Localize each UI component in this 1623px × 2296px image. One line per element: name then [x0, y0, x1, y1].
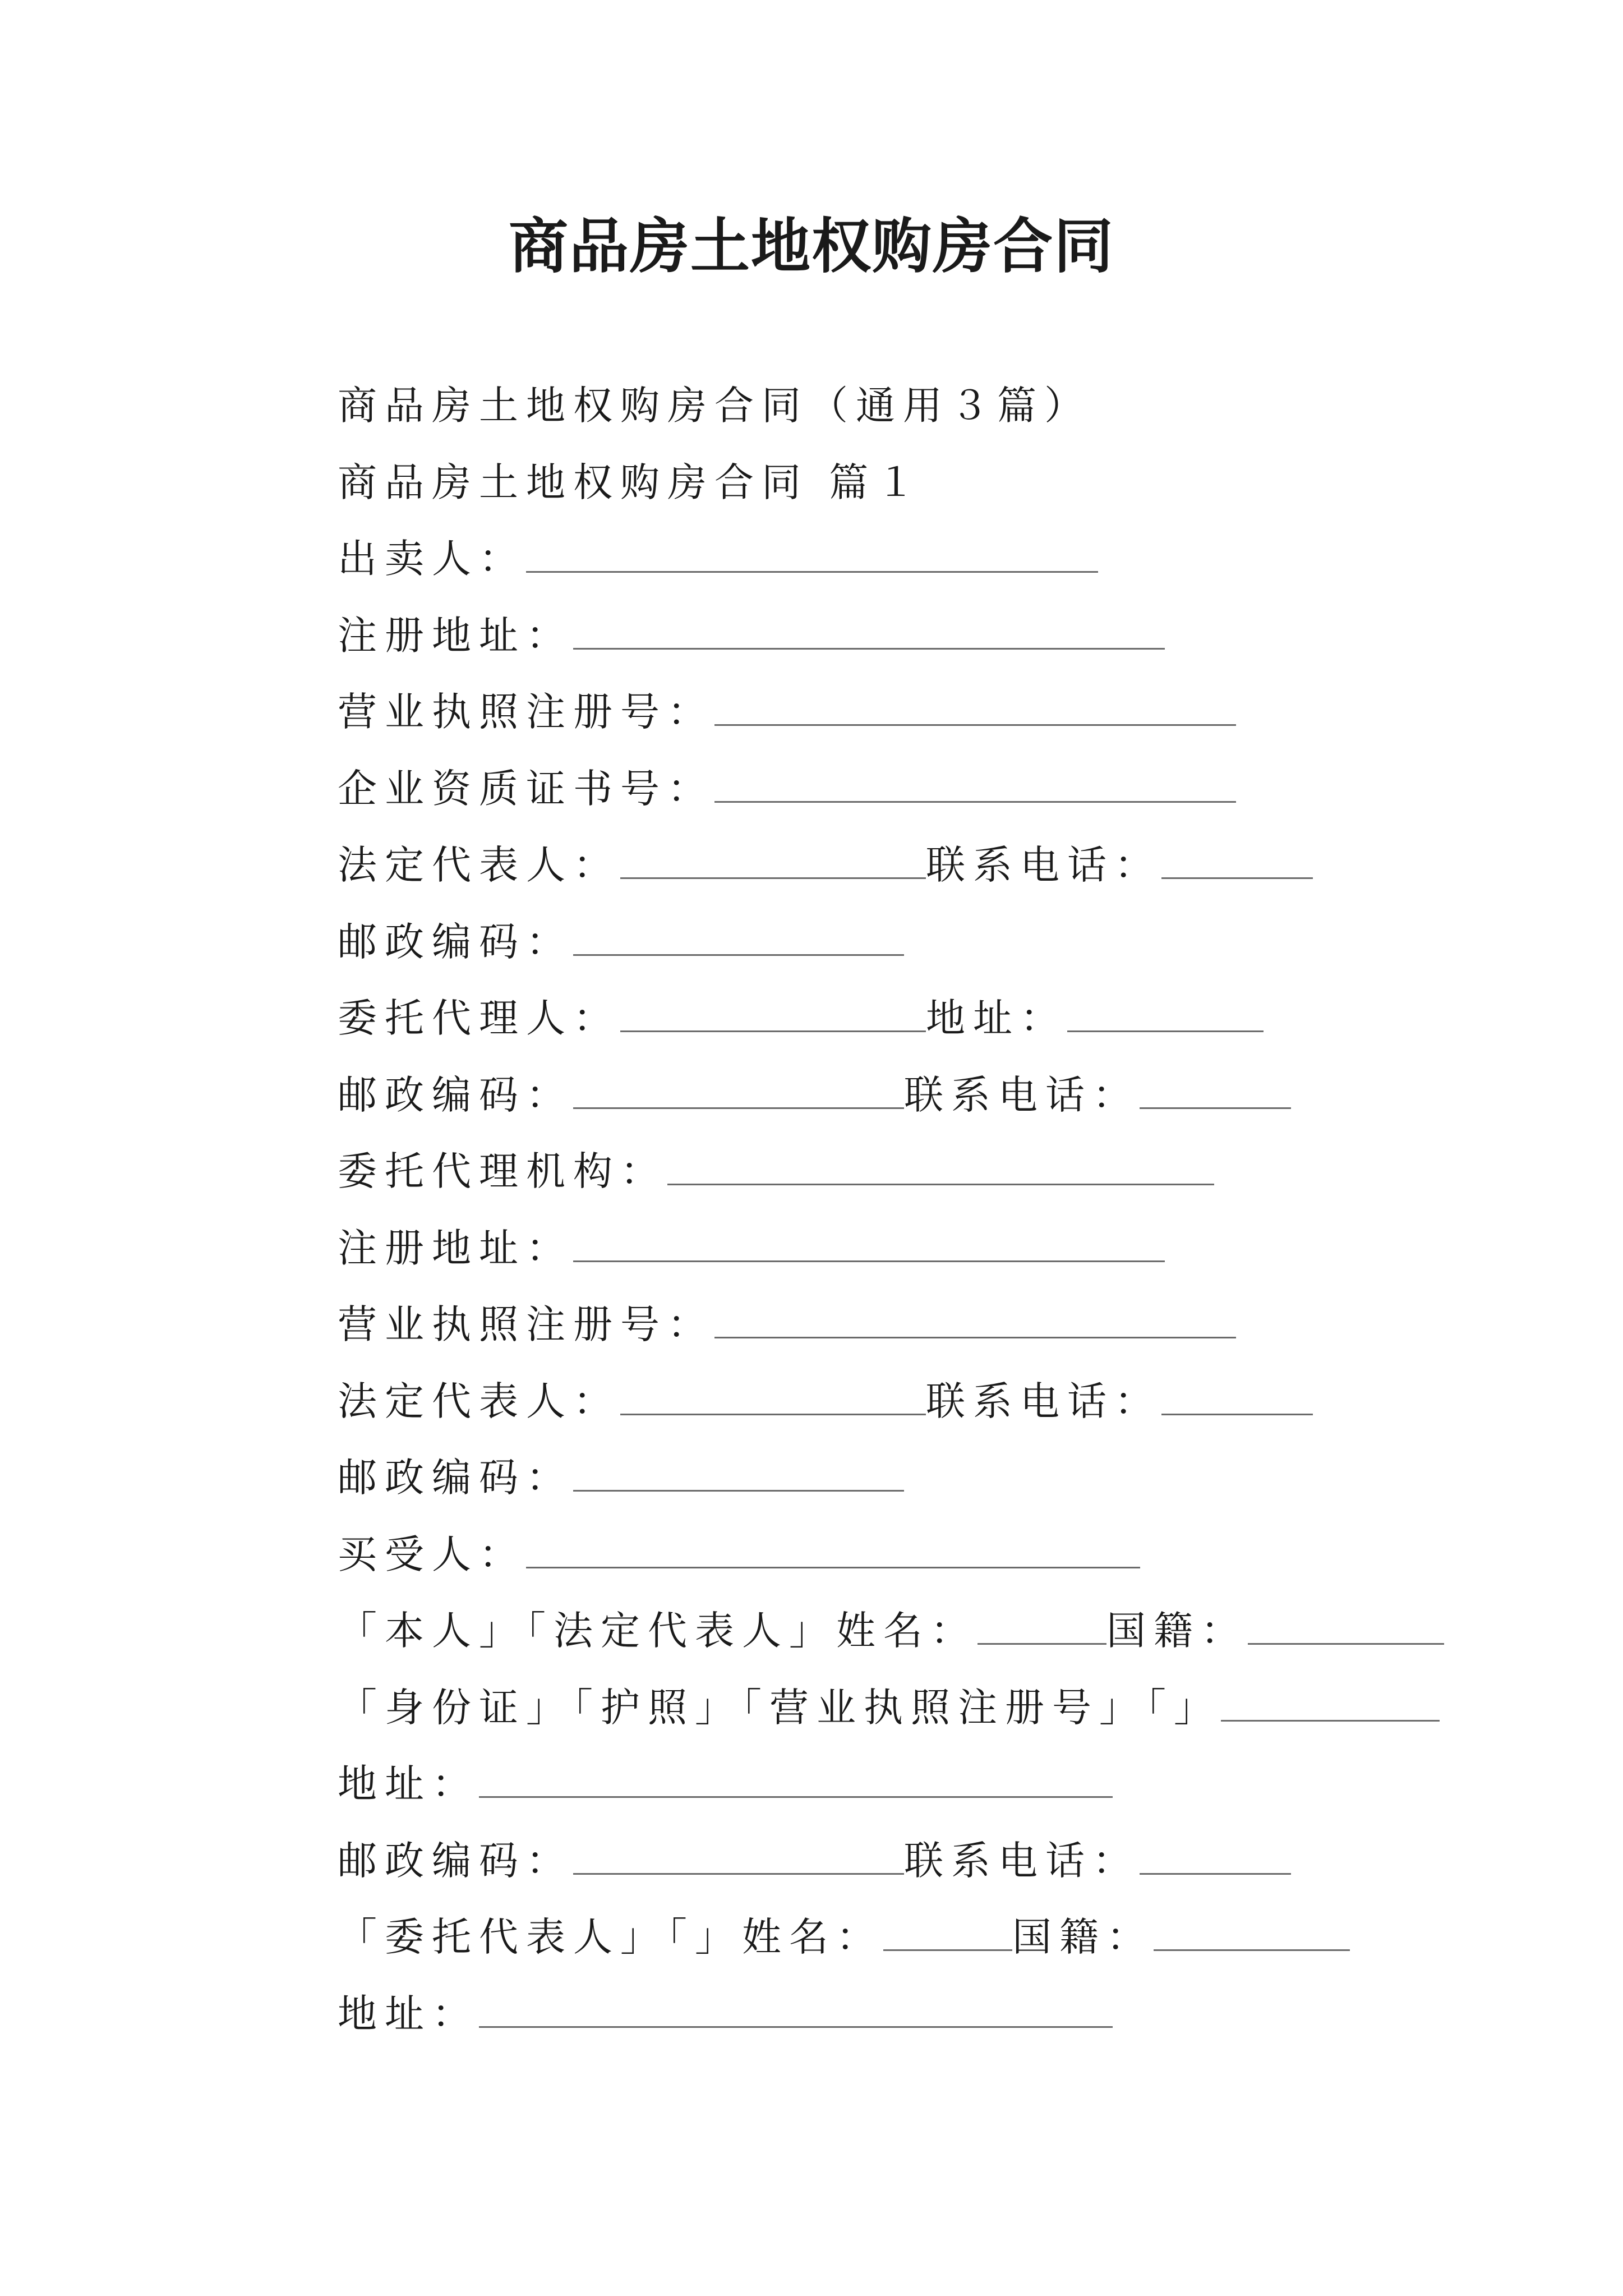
line-text: 联系电话：: [926, 842, 1161, 888]
document-line: [338, 1140, 1214, 1202]
line-text: 地址：: [926, 995, 1067, 1041]
fill-in-blank[interactable]: [479, 1761, 1113, 1798]
document-line: [338, 1830, 1291, 1892]
line-text: 出卖人：: [338, 536, 526, 582]
fill-in-blank[interactable]: [573, 919, 904, 956]
document-line: [338, 1370, 1313, 1432]
fill-in-blank[interactable]: [1161, 843, 1313, 879]
document-line: [338, 1600, 1444, 1662]
line-text: 联系电话：: [904, 1072, 1140, 1118]
fill-in-blank[interactable]: [883, 1915, 1012, 1951]
fill-in-blank[interactable]: [714, 766, 1236, 803]
line-text: 联系电话：: [904, 1838, 1140, 1884]
fill-in-blank[interactable]: [667, 1149, 1214, 1185]
fill-in-blank[interactable]: [479, 1991, 1113, 2028]
fill-in-blank[interactable]: [1140, 1073, 1291, 1109]
fill-in-blank[interactable]: [1154, 1915, 1350, 1951]
line-text: 法定代表人：: [338, 1378, 620, 1424]
fill-in-blank[interactable]: [1221, 1685, 1440, 1722]
line-text: 注册地址：: [338, 613, 573, 659]
line-text: 地址：: [338, 1991, 479, 2037]
document-line: [338, 605, 1165, 666]
line-text: 买受人：: [338, 1531, 526, 1577]
document-line: [338, 1753, 1113, 1815]
line-text: 「委托代表人」「」姓名：: [338, 1914, 883, 1960]
document-line: [338, 1064, 1291, 1126]
line-text: 邮政编码：: [338, 919, 573, 965]
document-title: 商品房土地权购房合同: [509, 211, 1114, 281]
line-text: 委托代理人：: [338, 995, 620, 1041]
fill-in-blank[interactable]: [573, 1073, 904, 1109]
line-text: 商品房土地权购房合同（通用３篇）: [338, 383, 1091, 429]
document-line: [338, 1677, 1440, 1738]
document-line: [338, 1906, 1350, 1968]
document-line: [338, 758, 1236, 820]
line-text: 联系电话：: [926, 1378, 1161, 1424]
line-text: 商品房土地权购房合同 篇１: [338, 459, 924, 505]
line-text: 国籍：: [1012, 1914, 1154, 1960]
line-text: 营业执照注册号：: [338, 1301, 714, 1347]
line-text: 邮政编码：: [338, 1838, 573, 1884]
line-text: 国籍：: [1106, 1608, 1248, 1654]
line-text: 委托代理机构：: [338, 1148, 667, 1194]
fill-in-blank[interactable]: [573, 1455, 904, 1492]
line-text: 营业执照注册号：: [338, 689, 714, 735]
document-line: [338, 1524, 1140, 1585]
fill-in-blank[interactable]: [714, 1302, 1236, 1338]
line-text: 地址：: [338, 1761, 479, 1807]
document-line: [338, 911, 904, 973]
fill-in-blank[interactable]: [620, 996, 926, 1032]
document-line: [338, 1447, 904, 1508]
fill-in-blank[interactable]: [978, 1608, 1106, 1645]
line-text: 邮政编码：: [338, 1072, 573, 1118]
document-line: [338, 375, 1091, 436]
fill-in-blank[interactable]: [1161, 1379, 1313, 1415]
fill-in-blank[interactable]: [714, 689, 1236, 726]
document-line: [338, 1294, 1236, 1355]
line-text: 法定代表人：: [338, 842, 620, 888]
line-text: 企业资质证书号：: [338, 766, 714, 812]
fill-in-blank[interactable]: [1140, 1838, 1291, 1875]
fill-in-blank[interactable]: [620, 843, 926, 879]
document-line: [338, 1983, 1113, 2045]
line-text: 邮政编码：: [338, 1455, 573, 1501]
document-line: [338, 452, 923, 513]
fill-in-blank[interactable]: [620, 1379, 926, 1415]
fill-in-blank[interactable]: [573, 1838, 904, 1875]
document-line: [338, 834, 1313, 896]
line-text: 注册地址：: [338, 1225, 573, 1271]
document-line: [338, 528, 1098, 590]
fill-in-blank[interactable]: [1248, 1608, 1444, 1645]
line-text: 「本人」「法定代表人」姓名：: [338, 1608, 978, 1654]
document-line: [338, 1217, 1165, 1279]
fill-in-blank[interactable]: [526, 1532, 1140, 1568]
fill-in-blank[interactable]: [573, 1226, 1165, 1262]
fill-in-blank[interactable]: [526, 536, 1098, 573]
line-text: 「身份证」「护照」「营业执照注册号」「」: [338, 1685, 1221, 1731]
document-line: [338, 987, 1264, 1049]
fill-in-blank[interactable]: [1067, 996, 1264, 1032]
fill-in-blank[interactable]: [573, 613, 1165, 650]
document-line: [338, 681, 1236, 743]
